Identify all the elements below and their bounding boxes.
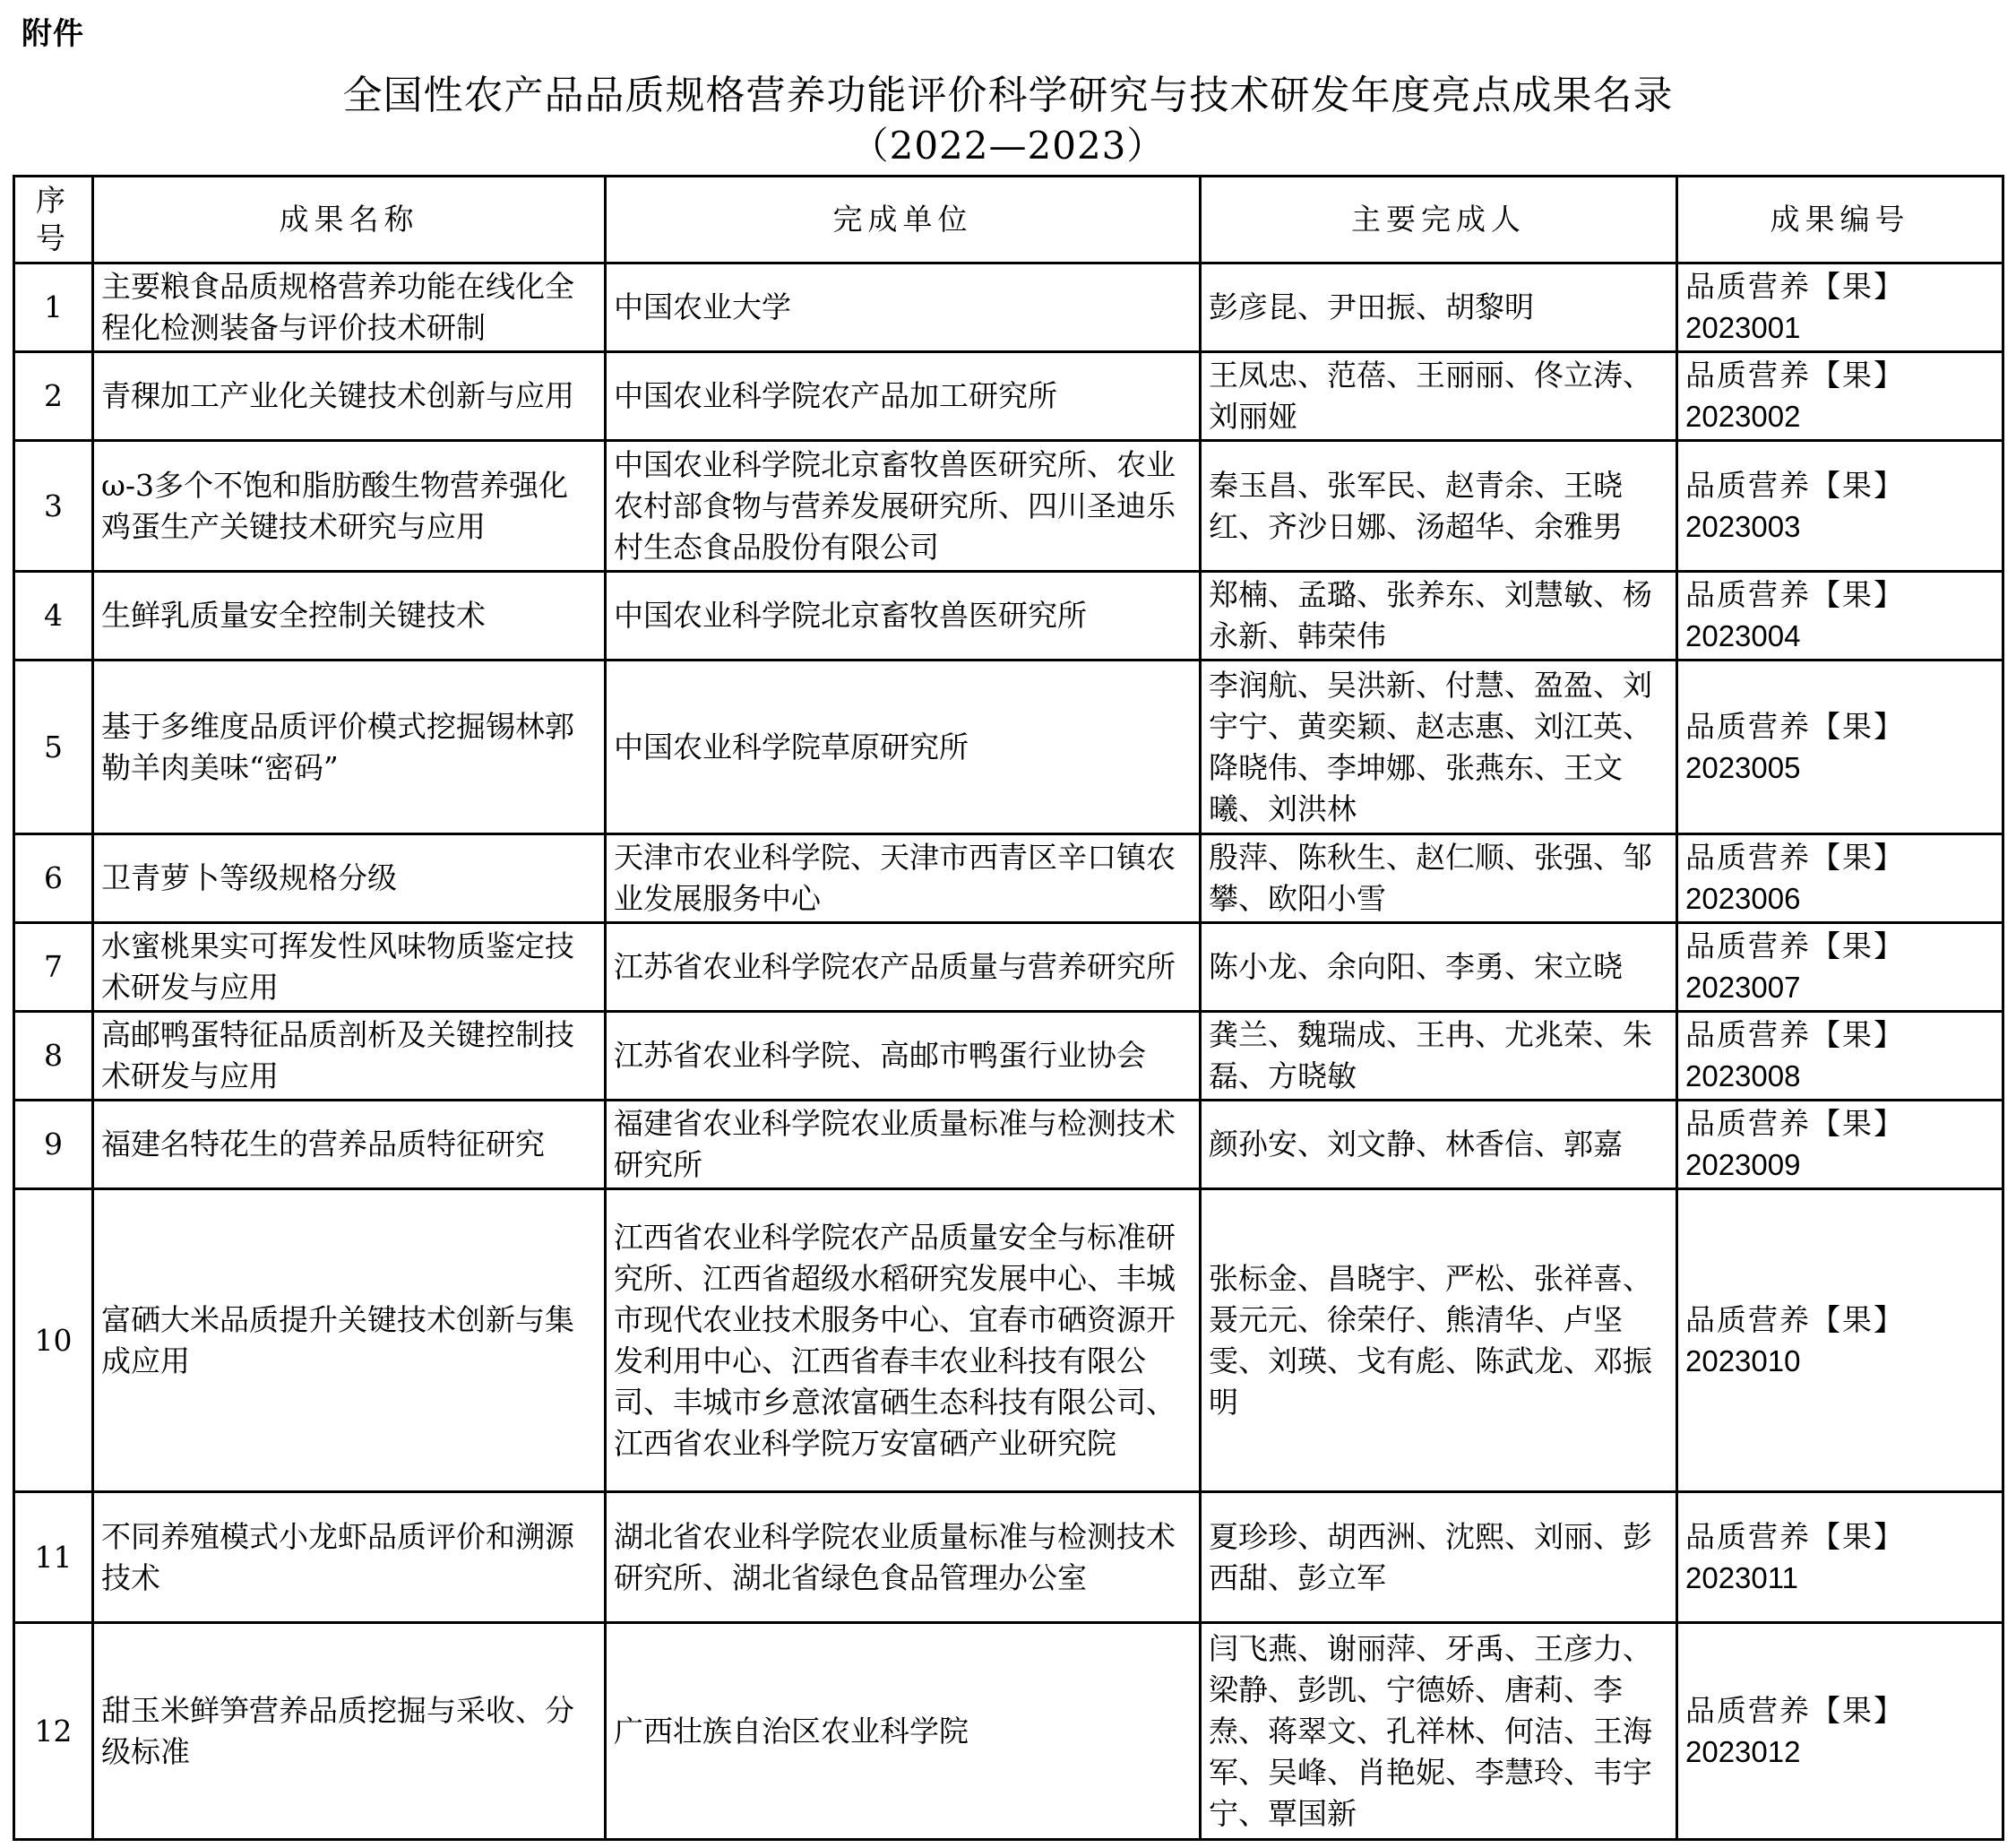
row-people: 颜孙安、刘文静、林香信、郭嘉	[1201, 1101, 1677, 1189]
row-code	[1677, 1189, 2003, 1492]
row-code	[1677, 661, 2003, 834]
code-number: 2023001	[1685, 311, 1801, 344]
table-row	[14, 441, 2003, 572]
row-seq: 2	[14, 352, 93, 441]
achievement-table	[13, 175, 2004, 1841]
row-unit: 中国农业科学院北京畜牧兽医研究所	[606, 572, 1201, 661]
row-people: 王凤忠、范蓓、王丽丽、佟立涛、刘丽娅	[1201, 352, 1677, 441]
row-unit: 江苏省农业科学院农产品质量与营养研究所	[606, 923, 1201, 1012]
row-seq: 3	[14, 441, 93, 572]
row-code	[1677, 1012, 2003, 1101]
header-name: 成果名称	[93, 177, 606, 263]
code-number: 2023006	[1685, 882, 1801, 915]
header-unit: 完成单位	[606, 177, 1201, 263]
document-subtitle: （2022—2023）	[850, 124, 1166, 168]
table-row	[14, 1492, 2003, 1623]
code-prefix: 品质营养【果】	[1685, 1301, 1905, 1337]
row-seq: 11	[14, 1492, 93, 1623]
document-title: 全国性农产品品质规格营养功能评价科学研究与技术研发年度亮点成果名录	[342, 73, 1674, 118]
row-unit: 湖北省农业科学院农业质量标准与检测技术研究所、湖北省绿色食品管理办公室	[606, 1492, 1201, 1623]
code-number: 2023010	[1685, 1343, 1801, 1377]
row-code	[1677, 834, 2003, 923]
row-code	[1677, 923, 2003, 1012]
code-number: 2023009	[1685, 1148, 1801, 1181]
row-name: 福建名特花生的营养品质特征研究	[93, 1101, 606, 1189]
row-seq: 8	[14, 1012, 93, 1101]
code-prefix: 品质营养【果】	[1685, 358, 1905, 393]
row-unit: 中国农业大学	[606, 263, 1201, 352]
row-unit: 江苏省农业科学院、高邮市鸭蛋行业协会	[606, 1012, 1201, 1101]
row-code	[1677, 352, 2003, 441]
row-unit: 中国农业科学院农产品加工研究所	[606, 352, 1201, 441]
table-row	[14, 1189, 2003, 1492]
row-name: 青稞加工产业化关键技术创新与应用	[93, 352, 606, 441]
table-row	[14, 352, 2003, 441]
row-name: 不同养殖模式小龙虾品质评价和溯源技术	[93, 1492, 606, 1623]
row-name: 水蜜桃果实可挥发性风味物质鉴定技术研发与应用	[93, 923, 606, 1012]
row-people: 彭彦昆、尹田振、胡黎明	[1201, 263, 1677, 352]
row-unit: 广西壮族自治区农业科学院	[606, 1623, 1201, 1840]
row-people: 李润航、吴洪新、付慧、盈盈、刘宇宁、黄奕颖、赵志惠、刘江英、降晓伟、李坤娜、张燕东、王文曦、刘洪林	[1201, 661, 1677, 834]
row-people: 秦玉昌、张军民、赵青余、王晓红、齐沙日娜、汤超华、余雅男	[1201, 441, 1677, 572]
row-seq: 7	[14, 923, 93, 1012]
code-prefix: 品质营养【果】	[1685, 1692, 1905, 1728]
code-prefix: 品质营养【果】	[1685, 708, 1905, 744]
row-name: ω-3多个不饱和脂肪酸生物营养强化鸡蛋生产关键技术研究与应用	[93, 441, 606, 572]
code-number: 2023005	[1685, 750, 1801, 784]
table-row	[14, 1101, 2003, 1189]
table-body	[14, 263, 2003, 1840]
header-seq: 序 号	[14, 177, 93, 263]
code-prefix: 品质营养【果】	[1685, 840, 1905, 875]
code-prefix: 品质营养【果】	[1685, 269, 1905, 304]
code-number: 2023011	[1685, 1560, 1799, 1594]
row-code	[1677, 1101, 2003, 1189]
row-name: 甜玉米鲜笋营养品质挖掘与采收、分级标准	[93, 1623, 606, 1840]
row-code	[1677, 572, 2003, 661]
row-seq: 4	[14, 572, 93, 661]
code-number: 2023002	[1685, 400, 1801, 433]
row-unit: 福建省农业科学院农业质量标准与检测技术研究所	[606, 1101, 1201, 1189]
row-people: 夏珍珍、胡西洲、沈熙、刘丽、彭西甜、彭立军	[1201, 1492, 1677, 1623]
table-row	[14, 923, 2003, 1012]
row-unit: 江西省农业科学院农产品质量安全与标准研究所、江西省超级水稻研究发展中心、丰城市现代农业技术服务中心、宜春市硒资源开发利用中心、江西省春丰农业科技有限公司、丰城市乡意浓富硒生态科技有限公司、江西省农业科学院万安富硒产业研究院	[606, 1189, 1201, 1492]
code-prefix: 品质营养【果】	[1685, 928, 1905, 963]
code-prefix: 品质营养【果】	[1685, 1017, 1905, 1052]
header-code: 成果编号	[1677, 177, 2003, 263]
table-row	[14, 572, 2003, 661]
row-seq: 9	[14, 1101, 93, 1189]
row-people: 龚兰、魏瑞成、王冉、尤兆荣、朱磊、方晓敏	[1201, 1012, 1677, 1101]
row-people: 张标金、昌晓宇、严松、张祥喜、聂元元、徐荣仔、熊清华、卢坚雯、刘瑛、戈有彪、陈武龙、邓振明	[1201, 1189, 1677, 1492]
table-row	[14, 661, 2003, 834]
code-number: 2023003	[1685, 509, 1801, 543]
row-code	[1677, 263, 2003, 352]
row-people: 闫飞燕、谢丽萍、牙禹、王彦力、梁静、彭凯、宁德娇、唐莉、李焘、蒋翠文、孔祥林、何洁、王海军、吴峰、肖艳妮、李慧玲、韦宇宁、覃国新	[1201, 1623, 1677, 1840]
code-prefix: 品质营养【果】	[1685, 577, 1905, 612]
row-people: 殷萍、陈秋生、赵仁顺、张强、邹攀、欧阳小雪	[1201, 834, 1677, 923]
table-row	[14, 1623, 2003, 1840]
row-name: 卫青萝卜等级规格分级	[93, 834, 606, 923]
row-name: 基于多维度品质评价模式挖掘锡林郭勒羊肉美味“密码”	[93, 661, 606, 834]
row-seq: 1	[14, 263, 93, 352]
row-code	[1677, 441, 2003, 572]
row-people: 陈小龙、余向阳、李勇、宋立晓	[1201, 923, 1677, 1012]
row-name: 生鲜乳质量安全控制关键技术	[93, 572, 606, 661]
row-unit: 中国农业科学院北京畜牧兽医研究所、农业农村部食物与营养发展研究所、四川圣迪乐村生态食品股份有限公司	[606, 441, 1201, 572]
row-seq: 12	[14, 1623, 93, 1840]
code-prefix: 品质营养【果】	[1685, 467, 1905, 503]
table-row	[14, 834, 2003, 923]
row-people: 郑楠、孟璐、张养东、刘慧敏、杨永新、韩荣伟	[1201, 572, 1677, 661]
row-code	[1677, 1492, 2003, 1623]
row-code	[1677, 1623, 2003, 1840]
code-number: 2023008	[1685, 1059, 1801, 1092]
row-unit: 中国农业科学院草原研究所	[606, 661, 1201, 834]
row-name: 高邮鸭蛋特征品质剖析及关键控制技术研发与应用	[93, 1012, 606, 1101]
table-header-row	[14, 177, 2003, 263]
header-people: 主要完成人	[1201, 177, 1677, 263]
code-prefix: 品质营养【果】	[1685, 1106, 1905, 1141]
row-unit: 天津市农业科学院、天津市西青区辛口镇农业发展服务中心	[606, 834, 1201, 923]
table-row	[14, 263, 2003, 352]
table-row	[14, 1012, 2003, 1101]
code-number: 2023012	[1685, 1734, 1801, 1768]
row-name: 主要粮食品质规格营养功能在线化全程化检测装备与评价技术研制	[93, 263, 606, 352]
code-number: 2023004	[1685, 619, 1801, 652]
row-seq: 5	[14, 661, 93, 834]
row-seq: 6	[14, 834, 93, 923]
code-number: 2023007	[1685, 971, 1801, 1004]
row-name: 富硒大米品质提升关键技术创新与集成应用	[93, 1189, 606, 1492]
row-seq: 10	[14, 1189, 93, 1492]
attachment-label: 附件	[22, 16, 84, 52]
code-prefix: 品质营养【果】	[1685, 1518, 1905, 1554]
